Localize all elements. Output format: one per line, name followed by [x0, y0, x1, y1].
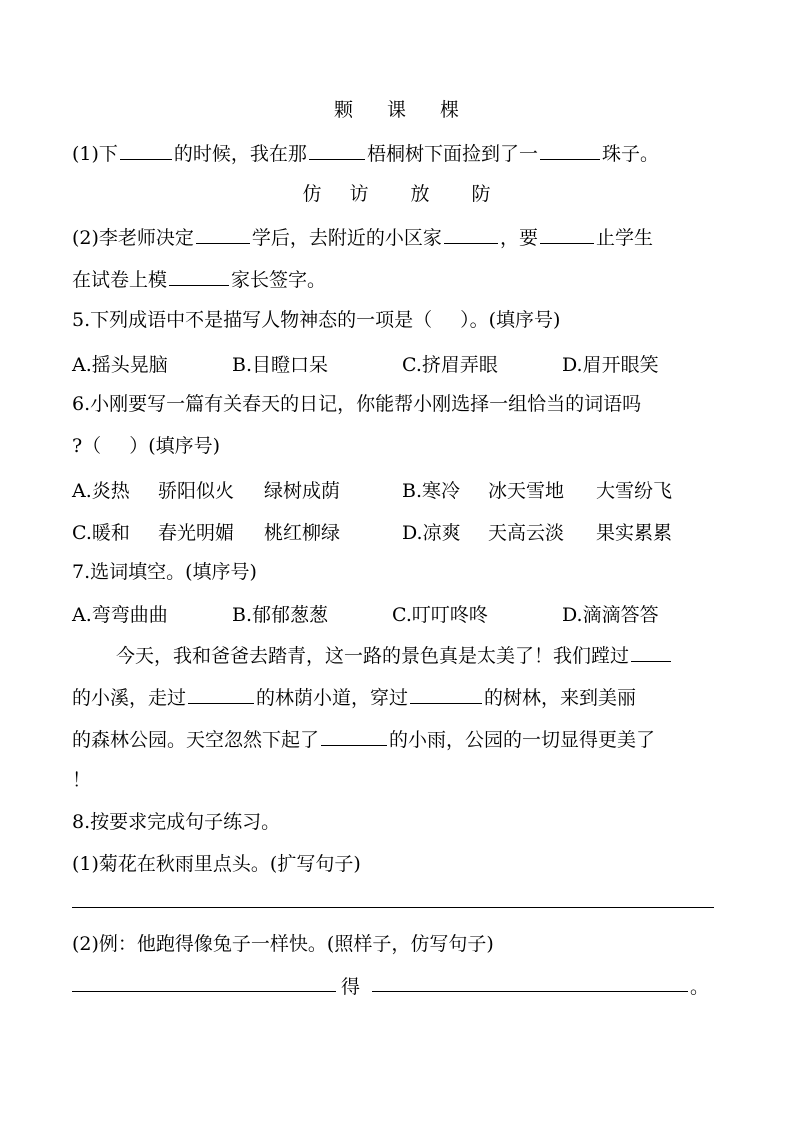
char: 颗	[333, 99, 353, 121]
option-c-1: C.暖和	[72, 522, 130, 544]
text: ，要	[499, 227, 538, 249]
blank[interactable]	[410, 684, 482, 704]
text: 珠子。	[601, 143, 659, 165]
blank[interactable]	[540, 224, 594, 244]
char: 棵	[440, 99, 460, 121]
question-8-2: (2)例：他跑得像兔子一样快。(照样子，仿写句子)	[72, 933, 494, 955]
char: 防	[471, 183, 491, 205]
option-b-2: 冰天雪地	[488, 480, 565, 502]
text: 家长签字。	[231, 269, 327, 291]
blank[interactable]	[196, 224, 250, 244]
question-5-stem	[72, 308, 722, 332]
text: 的时候，我在那	[173, 143, 307, 165]
option-a: A.摇头晃脑	[72, 354, 168, 376]
option-a-3: 绿树成荫	[264, 480, 341, 502]
text: 的树林，来到美丽	[484, 687, 637, 709]
answer-line-right[interactable]	[372, 991, 688, 992]
text: ）。(填序号)	[460, 309, 561, 331]
question-6-stem: 6.小刚要写一篇有关春天的日记，你能帮小刚选择一组恰当的词语吗	[72, 393, 642, 415]
passage-line-2	[72, 684, 722, 710]
question-8-stem: 8.按要求完成句子练习。	[72, 811, 281, 833]
text: 今天，我和爸爸去踏青，这一路的景色真是太美了！我们蹚过	[116, 645, 630, 667]
text: 止学生	[595, 227, 653, 249]
option-b-3: 大雪纷飞	[596, 480, 673, 502]
option-a: A.弯弯曲曲	[72, 604, 168, 626]
question-7-stem: 7.选词填空。(填序号)	[72, 561, 257, 583]
option-c: C.挤眉弄眼	[402, 354, 498, 376]
blank[interactable]	[321, 726, 387, 746]
text: 的森林公园。天空忽然下起了	[72, 729, 320, 751]
option-d-1: D.凉爽	[402, 522, 461, 544]
question-6-stem-cont	[72, 434, 722, 458]
text: 5.下列成语中不是描写人物神态的一项是（	[72, 309, 433, 331]
option-a-1: A.炎热	[72, 480, 130, 502]
option-b-1: B.寒冷	[402, 480, 461, 502]
text: 的林荫小道，穿过	[256, 687, 409, 709]
option-d-2: 天高云淡	[488, 522, 565, 544]
question-4-1	[72, 140, 722, 166]
text: ）(填序号)	[129, 435, 221, 457]
text: 学后，去附近的小区家	[251, 227, 442, 249]
blank[interactable]	[120, 140, 172, 160]
blank[interactable]	[631, 642, 671, 662]
text: (2)李老师决定	[72, 227, 194, 249]
option-d-3: 果实累累	[596, 522, 673, 544]
option-a-2: 骄阳似火	[158, 480, 235, 502]
text: (1)下	[72, 143, 118, 165]
option-d: D.眉开眼笑	[562, 354, 659, 376]
de-char: 得	[341, 976, 361, 998]
char: 放	[410, 183, 430, 205]
option-d: D.滴滴答答	[562, 604, 659, 626]
answer-line[interactable]	[72, 907, 714, 908]
period: 。	[690, 976, 710, 998]
char: 课	[386, 99, 406, 121]
blank[interactable]	[309, 140, 365, 160]
text: 在试卷上模	[72, 269, 168, 291]
char-group-2	[0, 182, 793, 206]
blank[interactable]	[540, 140, 600, 160]
option-c: C.叮叮咚咚	[392, 604, 488, 626]
text: ?（	[72, 435, 102, 457]
question-4-2	[72, 224, 722, 250]
option-b: B.目瞪口呆	[232, 354, 329, 376]
text: 的小溪，走过	[72, 687, 187, 709]
blank[interactable]	[169, 266, 229, 286]
question-8-1: (1)菊花在秋雨里点头。(扩写句子)	[72, 853, 361, 875]
question-4-2-cont	[72, 266, 722, 292]
char: 仿	[302, 183, 322, 205]
char-group-1	[0, 98, 793, 122]
text: 梧桐树下面捡到了一	[366, 143, 538, 165]
text: 的小雨，公园的一切显得更美了	[389, 729, 656, 751]
option-c-2: 春光明媚	[158, 522, 235, 544]
option-b: B.郁郁葱葱	[232, 604, 329, 626]
passage-line-3	[72, 726, 722, 752]
char: 访	[349, 183, 369, 205]
answer-line-left[interactable]	[72, 991, 336, 992]
blank[interactable]	[188, 684, 254, 704]
blank[interactable]	[444, 224, 498, 244]
option-c-3: 桃红柳绿	[264, 522, 341, 544]
passage-line-4: ！	[72, 769, 92, 791]
passage-line-1	[116, 642, 722, 668]
